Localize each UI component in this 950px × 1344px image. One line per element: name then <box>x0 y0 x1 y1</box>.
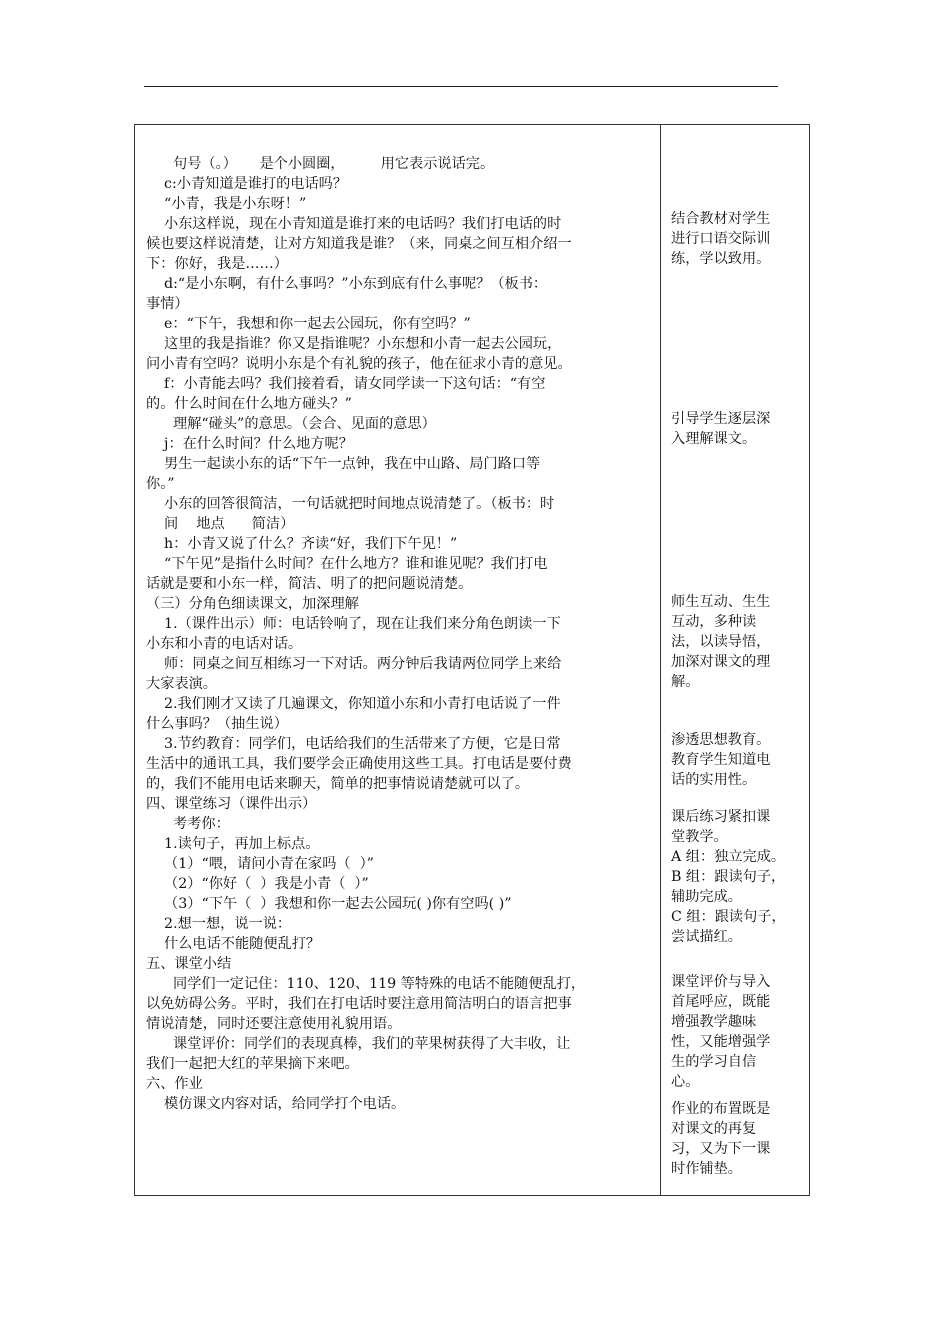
side-note <box>671 409 807 449</box>
text-line: h：小青又说了什么？齐读“好，我们下午见！” <box>146 536 458 552</box>
side-note <box>671 807 807 947</box>
side-note-line: 解。 <box>671 674 700 690</box>
side-note-line: 作业的布置既是 <box>671 1101 771 1117</box>
side-note-line: 增强教学趣味 <box>671 1014 757 1030</box>
side-note-line: 时作铺垫。 <box>671 1161 742 1177</box>
side-note-line: 结合教材对学生 <box>671 211 771 227</box>
text-line: 大家表演。 <box>146 676 217 692</box>
text-line: 男生一起读小东的话“下午一点钟，我在中山路、局门路口等 <box>146 456 541 472</box>
text-line: 理解“碰头”的意思。（会合、见面的意思） <box>146 416 436 432</box>
side-note <box>671 1099 807 1179</box>
side-note-line: B 组：跟读句子， <box>671 869 786 885</box>
text-line: 小东和小青的电话对话。 <box>146 636 303 652</box>
side-note-line: 入理解课文。 <box>671 431 757 447</box>
side-note-line: 教育学生知道电 <box>671 752 771 768</box>
side-note-line: 互动，多种读 <box>671 614 757 630</box>
side-note-line: A 组：独立完成。 <box>671 849 786 865</box>
lesson-table <box>134 124 810 1196</box>
text-line: 情说清楚，同时还要注意使用礼貌用语。 <box>146 1016 402 1032</box>
side-note-line: 性，又能增强学 <box>671 1034 771 1050</box>
side-note <box>671 730 807 790</box>
column-divider <box>660 125 661 1195</box>
text-line: 3.节约教育：同学们，电话给我们的生活带来了方便，它是日常 <box>146 736 561 752</box>
side-note-line: 心。 <box>671 1074 700 1090</box>
side-note-line: 法，以读导悟， <box>671 634 771 650</box>
side-note-line: 引导学生逐层深 <box>671 411 771 427</box>
text-line: 问小青有空吗？说明小东是个有礼貌的孩子，他在征求小青的意见。 <box>146 356 572 372</box>
text-line: 下：你好，我是……） <box>146 256 288 272</box>
side-note-line: 辅助完成。 <box>671 889 742 905</box>
text-line: 师：同桌之间互相练习一下对话。两分钟后我请两位同学上来给 <box>146 656 562 672</box>
teaching-process-column <box>146 154 649 1114</box>
text-line: d:“是小东啊，有什么事吗？”小东到底有什么事呢？（板书： <box>146 276 548 292</box>
text-line: 话就是要和小东一样，简洁、明了的把问题说清楚。 <box>146 576 473 592</box>
side-note-line: 对课文的再复 <box>671 1121 757 1137</box>
section-heading: 四、课堂练习（课件出示） <box>146 796 317 812</box>
side-note-line: 生的学习自信 <box>671 1054 757 1070</box>
side-note-line: 课堂评价与导入 <box>671 974 771 990</box>
text-line: 1.读句子，再加上标点。 <box>146 836 320 852</box>
section-heading: （三）分角色细读课文，加深理解 <box>146 596 359 612</box>
text-line: 候也要这样说清楚，让对方知道我是谁？（来，同桌之间互相介绍一 <box>146 236 572 252</box>
text-line: 的。什么时间在什么地方碰头？” <box>146 396 352 412</box>
text-line: 小东的回答很简洁，一句话就把时间地点说清楚了。（板书：时 <box>146 496 555 512</box>
side-note-line: 课后练习紧扣课 <box>671 809 771 825</box>
side-note-line: 练，学以致用。 <box>671 251 771 267</box>
section-heading: 六、作业 <box>146 1076 203 1092</box>
side-note-line: 尝试描红。 <box>671 929 742 945</box>
text-line: 同学们一定记住：110、120、119 等特殊的电话不能随便乱打， <box>146 976 586 992</box>
text-line: 你。” <box>146 476 175 492</box>
side-note-line: 首尾呼应，既能 <box>671 994 771 1010</box>
side-note-line: C 组：跟读句子， <box>671 909 786 925</box>
text-line: 这里的我是指谁？你又是指谁呢？小东想和小青一起去公园玩， <box>146 336 562 352</box>
text-line: j：在什么时间？什么地方呢？ <box>146 436 353 452</box>
text-line: 课堂评价：同学们的表现真棒，我们的苹果树获得了大丰收，让 <box>146 1036 571 1052</box>
side-note-line: 师生互动、生生 <box>671 594 771 610</box>
text-line: “下午见”是指什么时间？在什么地方？谁和谁见呢？我们打电 <box>146 556 548 572</box>
text-line: 事情） <box>146 296 189 312</box>
text-line: （3）“下午（ ）我想和你一起去公园玩( )你有空吗( )” <box>146 896 512 912</box>
side-note <box>671 592 807 692</box>
text-line: 考考你： <box>146 816 230 832</box>
text-line: 小东这样说，现在小青知道是谁打来的电话吗？我们打电话的时 <box>146 216 562 232</box>
text-line: e：“下午，我想和你一起去公园玩，你有空吗？” <box>146 316 471 332</box>
text-line: 生活中的通讯工具，我们要学会正确使用这些工具。打电话是要付费 <box>146 756 572 772</box>
text-line: c:小青知道是谁打的电话吗？ <box>146 176 348 192</box>
text-line: f：小青能去吗？我们接着看，请女同学读一下这句话：“有空 <box>146 376 546 392</box>
text-line: （1）“喂，请问小青在家吗（ ）” <box>146 856 374 872</box>
side-note-line: 加深对课文的理 <box>671 654 771 670</box>
text-line: 1.（课件出示）师：电话铃响了，现在让我们来分角色朗读一下 <box>146 616 561 632</box>
text-line: 2.我们刚才又读了几遍课文，你知道小东和小青打电话说了一件 <box>146 696 561 712</box>
header-rule <box>144 86 778 87</box>
text-line: 以免妨碍公务。平时，我们在打电话时要注意用简洁明白的语言把事 <box>146 996 572 1012</box>
side-note-line: 堂教学。 <box>671 829 728 845</box>
side-note-line: 话的实用性。 <box>671 772 757 788</box>
text-line: 什么事吗？（抽生说） <box>146 716 288 732</box>
side-note <box>671 209 807 269</box>
side-note-line: 进行口语交际训 <box>671 231 771 247</box>
side-note-line: 渗透思想教育。 <box>671 732 771 748</box>
side-note <box>671 972 807 1092</box>
text-line: （2）“你好（ ）我是小青（ ）” <box>146 876 369 892</box>
text-line: “小青，我是小东呀！” <box>146 196 307 212</box>
text-line: 我们一起把大红的苹果摘下来吧。 <box>146 1056 359 1072</box>
text-line: 的，我们不能用电话来聊天，简单的把事情说请楚就可以了。 <box>146 776 530 792</box>
side-note-line: 习，又为下一课 <box>671 1141 771 1157</box>
text-line: 模仿课文内容对话，给同学打个电话。 <box>146 1096 406 1112</box>
text-line: 2.想一想，说一说： <box>146 916 292 932</box>
text-line: 间 地点 简洁） <box>146 516 295 532</box>
section-heading: 五、课堂小结 <box>146 956 232 972</box>
text-line: 什么电话不能随便乱打？ <box>146 936 321 952</box>
text-line: 句号（。） 是个小圆圈， 用它表示说话完。 <box>146 156 495 172</box>
